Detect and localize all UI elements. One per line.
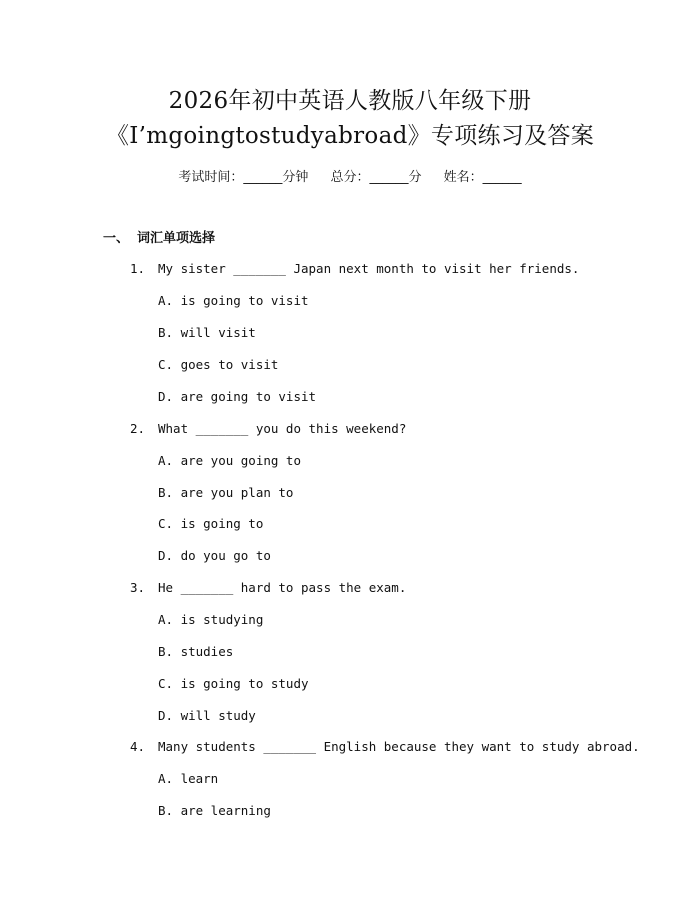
question-number: 1.	[130, 261, 146, 276]
question-number: 3.	[130, 580, 146, 595]
section-title: 词汇单项选择	[137, 231, 216, 246]
document-title-line1: 2026年初中英语人教版八年级下册	[168, 88, 532, 114]
question-text: What _______ you do this weekend?	[158, 421, 407, 436]
answer-option: A. is studying	[158, 612, 264, 627]
question-number: 4.	[130, 739, 146, 754]
question-text: Many students _______ English because they want to study abroad.	[158, 739, 640, 754]
student-name-field: 姓名：______	[443, 170, 522, 185]
answer-option: A. are you going to	[158, 453, 301, 468]
answer-option: A. learn	[158, 771, 219, 786]
section-heading	[103, 229, 215, 249]
section-number: 一、	[103, 231, 130, 246]
answer-option: C. goes to visit	[158, 357, 279, 372]
answer-option: B. will visit	[158, 325, 256, 340]
total-score-field: 总分：______分	[330, 170, 422, 185]
question-text: He _______ hard to pass the exam.	[158, 580, 407, 595]
answer-option: B. are learning	[158, 803, 271, 818]
exam-meta	[0, 168, 700, 188]
answer-option: A. is going to visit	[158, 293, 309, 308]
answer-option: D. do you go to	[158, 548, 271, 563]
answer-option: B. are you plan to	[158, 485, 294, 500]
question-text: My sister _______ Japan next month to visit her friends.	[158, 261, 580, 276]
question-number: 2.	[130, 421, 146, 436]
answer-option: C. is going to	[158, 516, 264, 531]
answer-option: D. will study	[158, 708, 256, 723]
document-title-line2: 《I’mgoingtostudyabroad》专项练习及答案	[105, 123, 595, 149]
exam-time-field: 考试时间：______分钟	[178, 170, 309, 185]
answer-option: D. are going to visit	[158, 389, 317, 404]
answer-option: B. studies	[158, 644, 234, 659]
answer-option: C. is going to study	[158, 676, 309, 691]
